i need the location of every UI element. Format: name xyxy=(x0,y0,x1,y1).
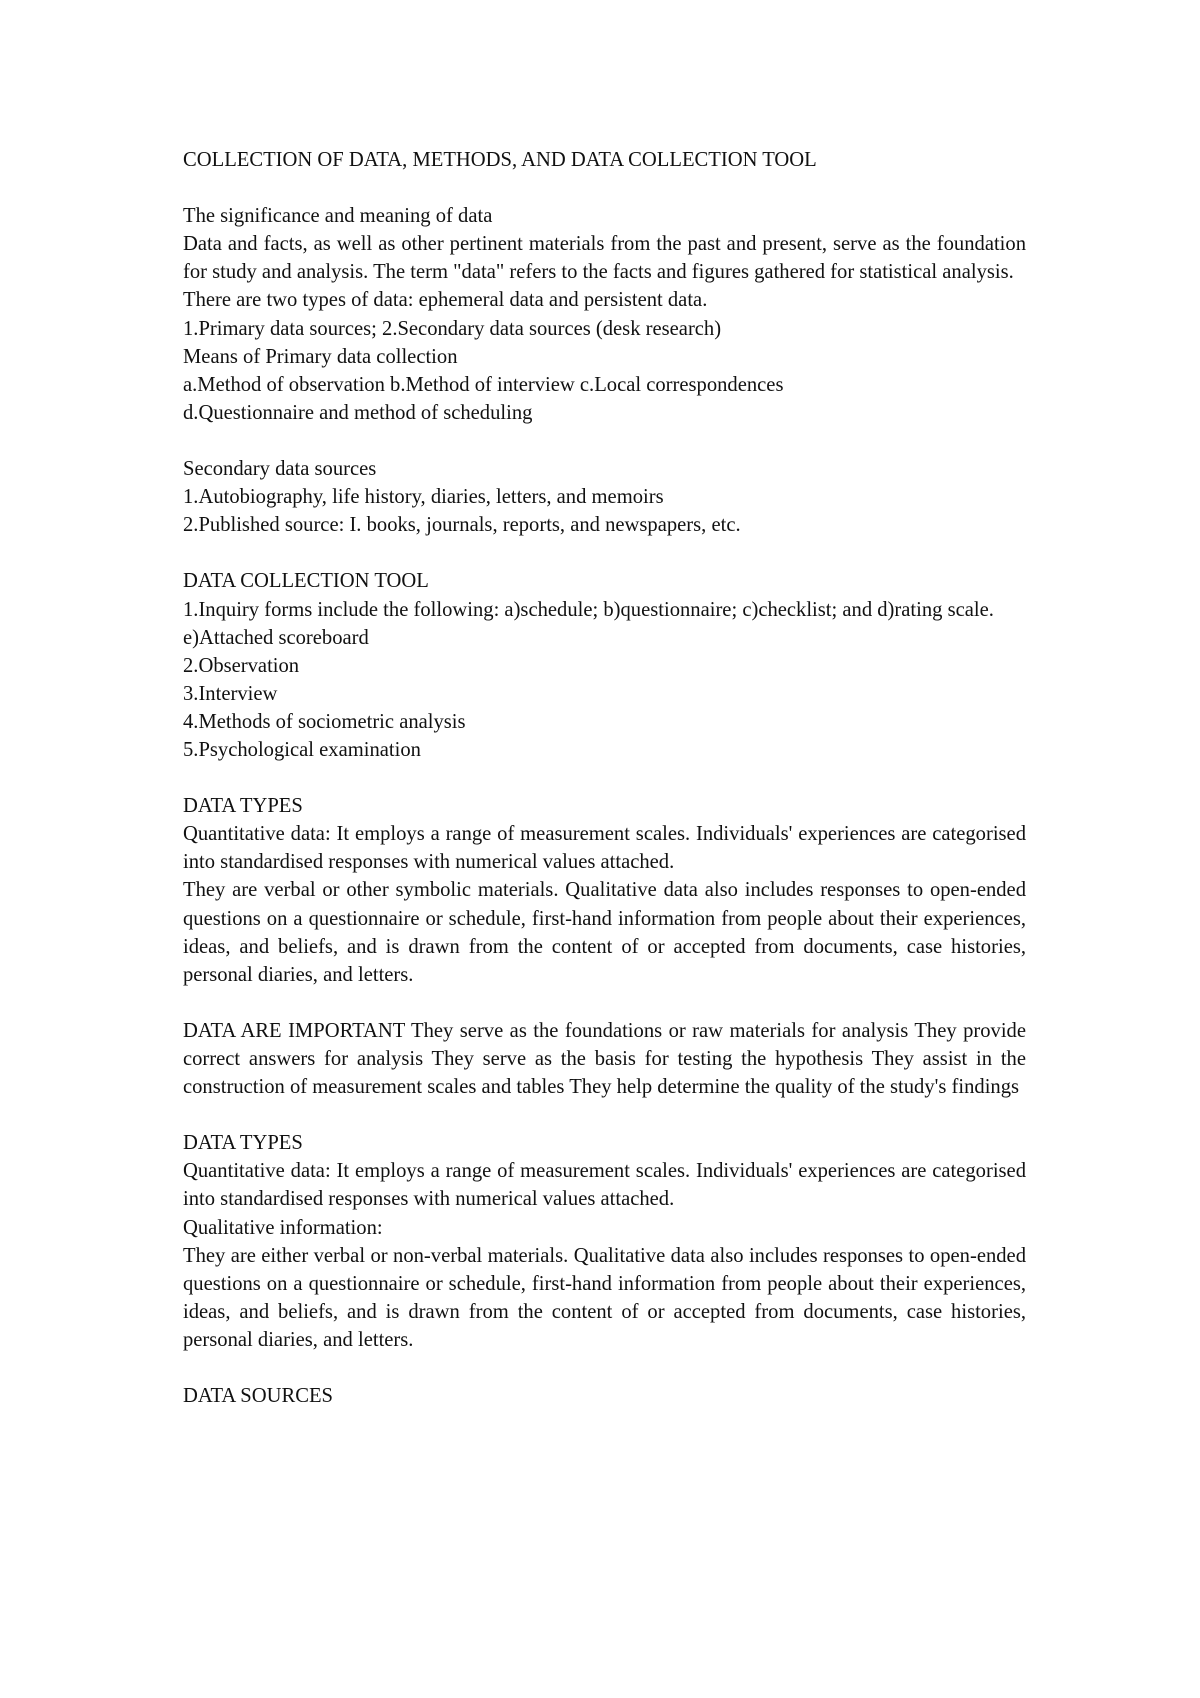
document-title: COLLECTION OF DATA, METHODS, AND DATA COLLECTION TOOL xyxy=(183,149,817,171)
spacer xyxy=(183,1354,1026,1382)
data-types-heading: DATA TYPES xyxy=(183,1132,303,1155)
quantitative-paragraph: Quantitative data: It employs a range of measurement scales. Individuals' experiences are categorised into standardised responses with numerical values attached. xyxy=(183,823,1026,874)
tools-item: 5.Psychological examination xyxy=(183,738,421,761)
tools-item: 2.Observation xyxy=(183,654,300,677)
tools-item: 3.Interview xyxy=(183,682,278,705)
data-sources-heading: DATA SOURCES xyxy=(183,1385,333,1408)
tools-item: 1.Inquiry forms include the following: a)schedule; b)questionnaire; c)checklist; and d)rating scale. xyxy=(183,598,994,621)
qualitative-paragraph: They are verbal or other symbolic materials. Qualitative data also includes responses to open-ended questions on a questionnaire or schedule, first-hand information from people about their experiences, ideas, and beliefs, and is drawn from the content of or accepted from documents, case histories, personal diaries, and letters. xyxy=(183,879,1026,986)
spacer xyxy=(183,764,1026,792)
qualitative-heading: Qualitative information: xyxy=(183,1216,383,1239)
primary-means-heading: Means of Primary data collection xyxy=(183,345,458,368)
quantitative-paragraph: Quantitative data: It employs a range of measurement scales. Individuals' experiences are categorised into standardised responses with numerical values attached. xyxy=(183,1160,1026,1211)
spacer xyxy=(183,174,1026,202)
significance-heading: The significance and meaning of data xyxy=(183,205,493,228)
tools-item: e)Attached scoreboard xyxy=(183,626,369,649)
spacer xyxy=(183,427,1026,455)
data-types-heading: DATA TYPES xyxy=(183,795,303,818)
tools-heading: DATA COLLECTION TOOL xyxy=(183,570,429,593)
tools-item: 4.Methods of sociometric analysis xyxy=(183,710,466,733)
importance-paragraph: DATA ARE IMPORTANT They serve as the foundations or raw materials for analysis They provide correct answers for analysis They serve as the basis for testing the hypothesis They assist in the construction of measurement scales and tables They help determine the quality of the study's findings xyxy=(183,1019,1026,1099)
primary-means-line: d.Questionnaire and method of scheduling xyxy=(183,401,533,424)
qualitative-paragraph: They are either verbal or non-verbal materials. Qualitative data also includes responses to open-ended questions on a questionnaire or schedule, first-hand information from people about their experiences, ideas, and beliefs, and is drawn from the content of or accepted from documents, case histories, personal diaries, and letters. xyxy=(183,1244,1026,1351)
secondary-item: 2.Published source: I. books, journals, reports, and newspapers, etc. xyxy=(183,514,741,537)
data-types-line: There are two types of data: ephemeral data and persistent data. xyxy=(183,289,708,312)
data-sources-line: 1.Primary data sources; 2.Secondary data sources (desk research) xyxy=(183,317,722,340)
spacer xyxy=(183,989,1026,1017)
primary-means-line: a.Method of observation b.Method of interview c.Local correspondences xyxy=(183,373,784,396)
secondary-item: 1.Autobiography, life history, diaries, letters, and memoirs xyxy=(183,486,664,509)
spacer xyxy=(183,539,1026,567)
document-body xyxy=(183,146,1026,1410)
significance-paragraph: Data and facts, as well as other pertinent materials from the past and present, serve as the foundation for study and analysis. The term "data" refers to the facts and figures gathered for statistical analysis. xyxy=(183,233,1026,284)
secondary-heading: Secondary data sources xyxy=(183,458,377,481)
spacer xyxy=(183,1101,1026,1129)
